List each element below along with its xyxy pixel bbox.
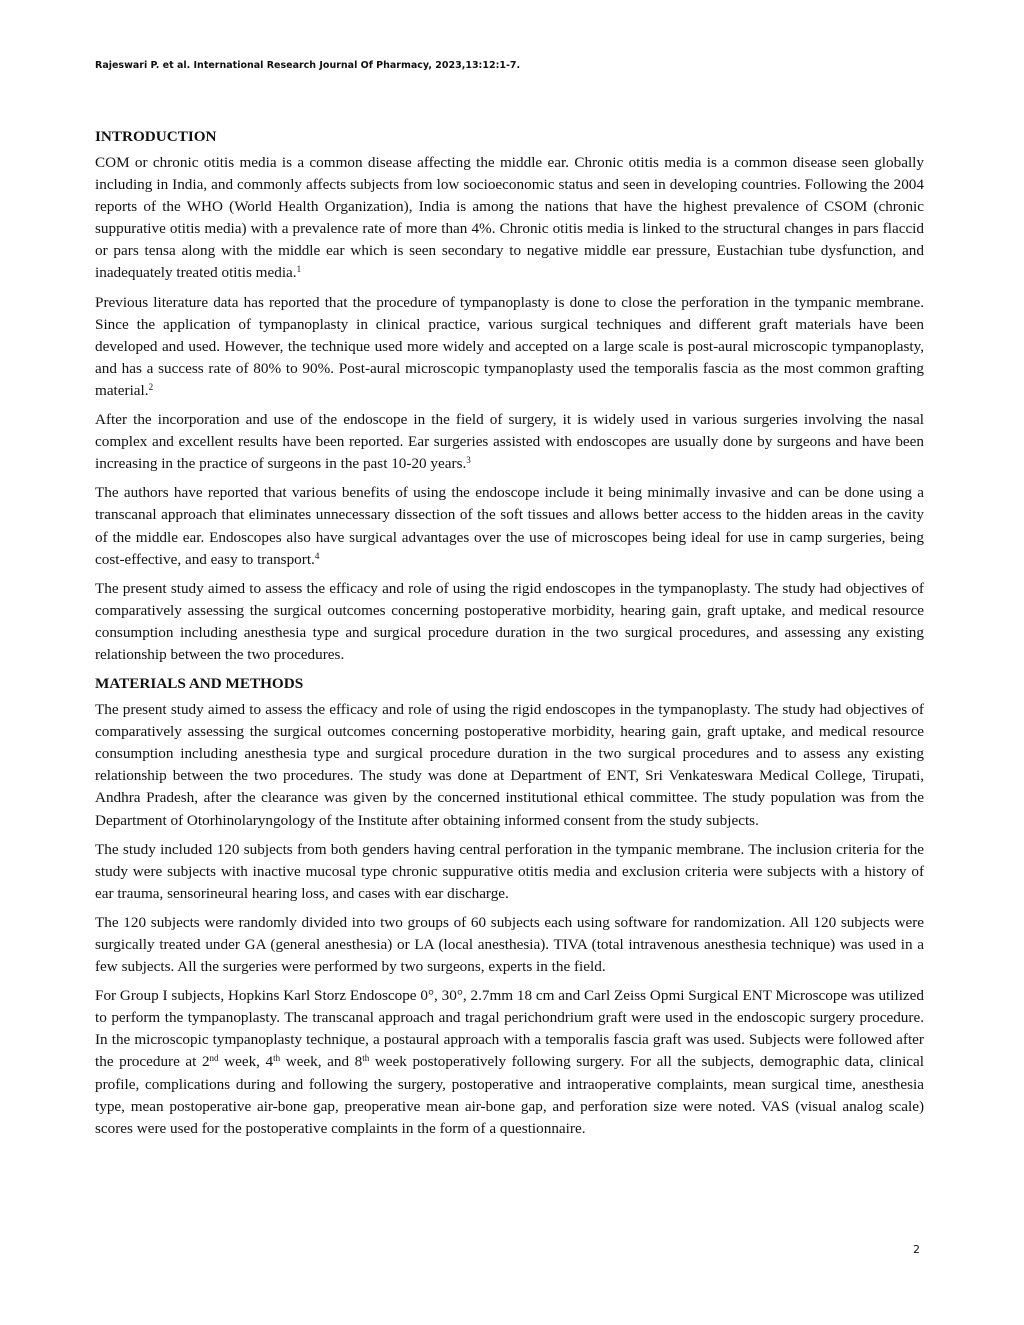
reference-marker: 2 [148, 381, 154, 392]
reference-marker: 3 [466, 455, 471, 466]
introduction-paragraph-1 [95, 152, 924, 285]
reference-marker: 4 [314, 550, 320, 561]
methods-paragraph-4 [95, 985, 924, 1140]
article-body [95, 126, 924, 1147]
paragraph-text: week, 4 [218, 1053, 274, 1071]
introduction-paragraph-4 [95, 482, 924, 570]
reference-marker: 1 [296, 264, 302, 275]
paragraph-text: The authors have reported that various benefits of using the endoscope include it being minimally invasive and can be done using a transcanal approach that eliminates unnecessary dissection of the soft tissues and allows better access to the hidden areas in the cavity of the middle ear. Endoscopes also have surgical advantages over the use of microscopes being ideal for use in camp surgeries, being cost-effective, and easy to transport. [95, 484, 924, 568]
paragraph-text: Previous literature data has reported that the procedure of tympanoplasty is done to close the perforation in the tympanic membrane. Since the application of tympanoplasty in clinical practice, various surgical techniques and different graft materials have been developed and used. However, the technique used more widely and accepted on a large scale is post-aural microscopic tympanoplasty, and has a success rate of 80% to 90%. Post-aural microscopic tympanoplasty used the temporalis fascia as the most common grafting material. [95, 293, 924, 399]
paragraph-text: COM or chronic otitis media is a common disease affecting the middle ear. Chronic otitis media is a common disease seen globally including in India, and commonly affects subjects from low socioeconomic status and seen in developing countries. Following the 2004 reports of the WHO (World Health Organization), India is among the nations that have the highest prevalence of CSOM (chronic suppurative otitis media) with a prevalence rate of more than 4%. Chronic otitis media is linked to the structural changes in pars flaccid or pars tensa along with the middle ear which is seen secondary to negative middle ear pressure, Eustachian tube dysfunction, and inadequately treated otitis media. [95, 154, 924, 282]
page-number: 2 [913, 1243, 920, 1256]
introduction-paragraph-3 [95, 409, 924, 475]
introduction-paragraph-2 [95, 292, 924, 402]
paragraph-text: After the incorporation and use of the endoscope in the field of surgery, it is widely used in various surgeries involving the nasal complex and excellent results have been reported. Ear surgeries assisted with endoscopes are usually done by surgeons and have been increasing in the practice of surgeons in the past 10-20 years. [95, 411, 924, 473]
ordinal-suffix: nd [209, 1053, 219, 1064]
paragraph-text: For Group I subjects, Hopkins Karl Storz Endoscope 0°, 30°, 2.7mm 18 cm and Carl Zeiss Opmi Surgical ENT Microscope was utilized to perform the tympanoplasty. The transcanal approach and tragal perichondrium graft were used in the endoscopic surgery procedure. In the microscopic tympanoplasty technique, a postaural approach with a temporalis fascia graft was used. Subjects were followed after the procedure at 2 [95, 987, 924, 1071]
ordinal-suffix: th [362, 1053, 370, 1064]
methods-paragraph-2: The study included 120 subjects from both genders having central perforation in the tympanic membrane. The inclusion criteria for the study were subjects with inactive mucosal type chronic suppurative otitis media and exclusion criteria were subjects with a history of ear trauma, sensorineural hearing loss, and cases with ear discharge. [95, 840, 924, 902]
paragraph-text: week, and 8 [280, 1053, 363, 1071]
methods-paragraph-1: The present study aimed to assess the efficacy and role of using the rigid endoscopes in the tympanoplasty. The study had objectives of comparatively assessing the surgical outcomes concerning postoperative morbidity, hearing gain, graft uptake, and medical resource consumption including anesthesia type and surgical procedure duration in the two surgical procedures and to assess any existing relationship between the two procedures. The study was done at Department of ENT, Sri Venkateswara Medical College, Tirupati, Andhra Pradesh, after the clearance was given by the concerned institutional ethical committee. The study population was from the Department of Otorhinolaryngology of the Institute after obtaining informed consent from the study subjects. [95, 701, 924, 829]
introduction-paragraph-5: The present study aimed to assess the efficacy and role of using the rigid endoscopes in the tympanoplasty. The study had objectives of comparatively assessing the surgical outcomes concerning postoperative morbidity, hearing gain, graft uptake, and medical resource consumption including anesthesia type and surgical procedure duration in the two surgical procedures, and assessing any existing relationship between the two procedures. [95, 579, 924, 663]
introduction-heading: INTRODUCTION [95, 128, 217, 145]
paragraph-text: week postoperatively following surgery. For all the subjects, demographic data, clinical profile, complications during and following the surgery, postoperative and intraoperative complaints, mean surgical time, anesthesia type, mean postoperative air-bone gap, preoperative mean air-bone gap, and perforation size were noted. VAS (visual analog scale) scores were used for the postoperative complaints in the form of a questionnaire. [95, 1053, 925, 1137]
running-header: Rajeswari P. et al. International Research Journal Of Pharmacy, 2023,13:12:1-7. [95, 60, 521, 71]
methods-paragraph-3: The 120 subjects were randomly divided into two groups of 60 subjects each using software for randomization. All 120 subjects were surgically treated under GA (general anesthesia) or LA (local anesthesia). TIVA (total intravenous anesthesia technique) was used in a few subjects. All the surgeries were performed by two surgeons, experts in the field. [95, 913, 924, 976]
methods-heading: MATERIALS AND METHODS [95, 675, 304, 693]
ordinal-suffix: th [273, 1053, 281, 1064]
